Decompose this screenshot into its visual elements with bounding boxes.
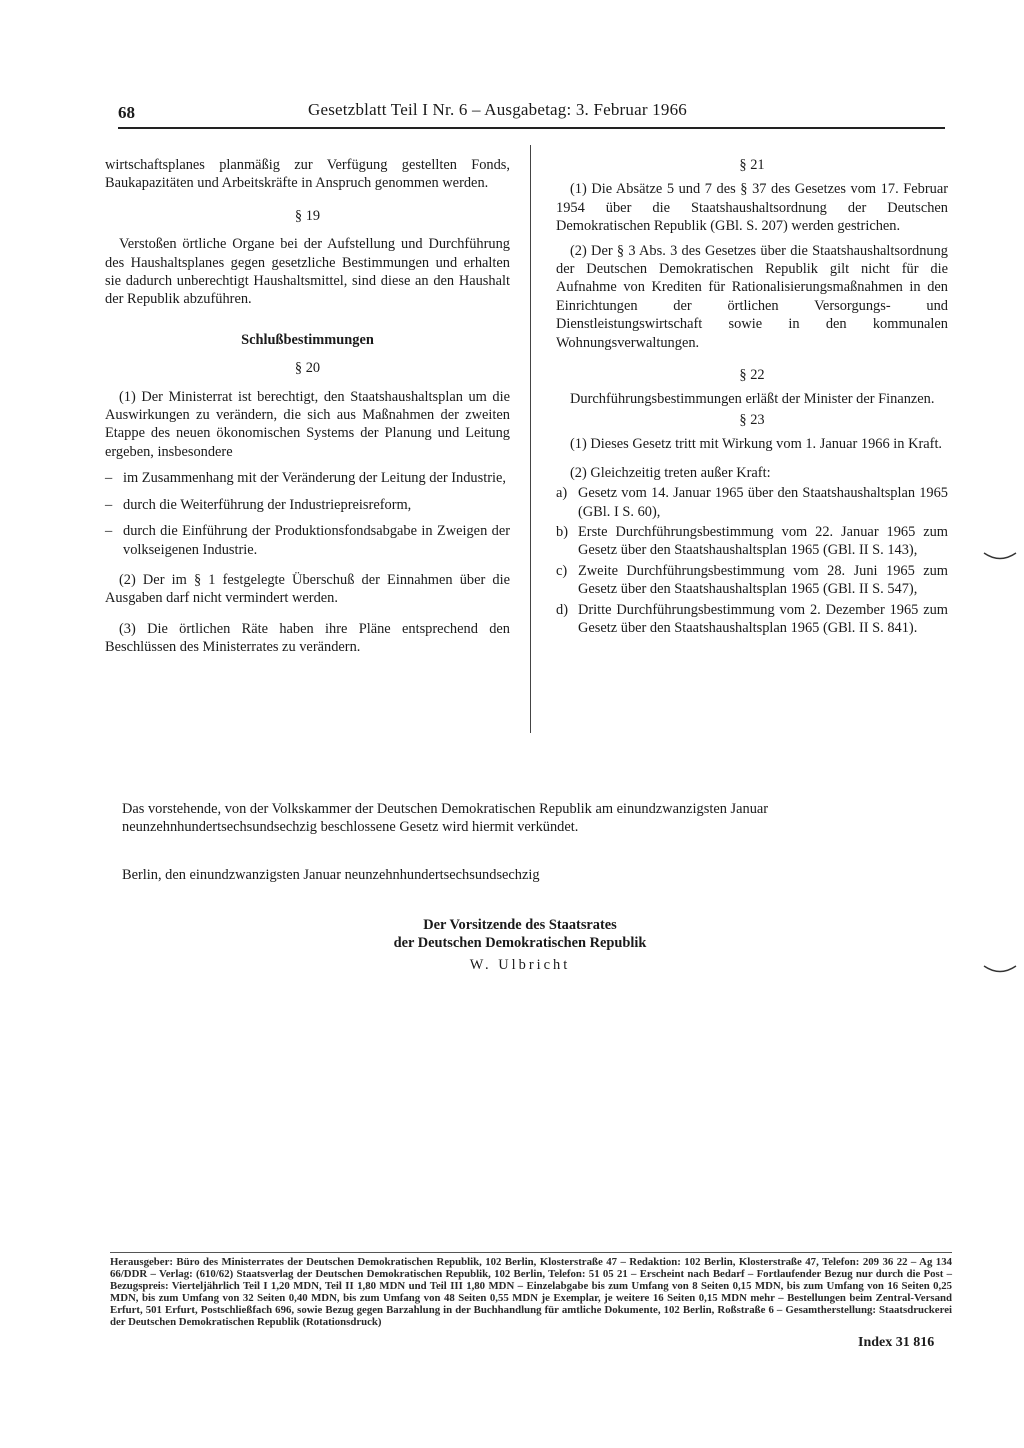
page-number: 68 [118,103,135,122]
list-item: – im Zusammenhang mit der Veränderung der Leitung der Industrie, [105,470,506,487]
list-item-text: Gesetz vom 14. Januar 1965 über den Staatshaushaltsplan 1965 (GBl. I S. 60), [578,485,948,520]
right-column [556,156,948,637]
signatory-name: W. Ulbricht [469,957,571,973]
section-20-title: § 20 [294,360,321,377]
list-item [556,601,948,638]
section-23-title: § 23 [739,411,765,428]
continuation-paragraph: wirtschaftsplanes planmäßig zur Verfügung gestellten Fonds, Baukapazitäten und Arbeitskräfte in Anspruch genommen werden. [105,157,510,192]
scan-margin-mark [982,550,1018,564]
section-21-paragraph-1: (1) Die Absätze 5 und 7 des § 37 des Gesetzes vom 17. Februar 1954 über die Staatshaushaltsordnung der Deutschen Demokratischen Republik (GBl. S. 207) werden gestrichen. [556,181,948,235]
page-header [118,100,948,130]
list-item [556,484,948,521]
list-item-text: im Zusammenhang mit der Veränderung der Leitung der Industrie, [123,470,506,487]
list-item: – durch die Einführung der Produktionsfondsabgabe in Zweigen der volkseigenen Industrie. [105,523,510,558]
section-19-text: Verstoßen örtliche Organe bei der Aufstellung und Durchführung des Haushaltsplanes gegen gesetzliche Bestimmungen und erhalten sie dadurch unberechtigt Haushaltsmittel, sind diese an den Haushalt der Republik abzuführen. [105,236,510,308]
scan-margin-mark [982,963,1018,977]
list-item-text: Zweite Durchführungsbestimmung vom 28. Juni 1965 zum Gesetz über den Staatshaushaltsplan 1965 (GBl. II S. 547), [578,562,948,598]
list-item-mark: b) [556,523,568,540]
section-19-title: § 19 [294,207,321,224]
section-23-paragraph-1: (1) Dieses Gesetz tritt mit Wirkung vom 1. Januar 1966 in Kraft. [570,436,943,453]
list-item [556,523,948,560]
section-20-list [105,469,510,559]
list-item-mark: c) [556,562,568,579]
signature-title-line-2: der Deutschen Demokratischen Republik [393,935,647,951]
running-title: Gesetzblatt Teil I Nr. 6 – Ausgabetag: 3. Februar 1966 [308,100,687,119]
list-item-text: Erste Durchführungsbestimmung vom 22. Januar 1965 zum Gesetz über den Staatshaushaltsplan 1965 (GBl. II S. 143), [578,523,948,559]
section-23-list [556,484,948,637]
schluss-heading: Schlußbestimmungen [241,331,374,348]
list-item: – durch die Weiterführung der Industriepreisreform, [105,496,412,513]
section-21-title: § 21 [739,157,765,173]
list-item [556,562,948,599]
place-date-block [122,866,952,884]
column-divider [530,145,531,733]
footer-rule [110,1252,952,1253]
list-item-text: durch die Weiterführung der Industriepreisreform, [123,496,412,513]
list-item-mark: d) [556,601,568,618]
signature-title-line-1: Der Vorsitzende des Staatsrates [423,917,617,933]
section-20-paragraph-3: (3) Die örtlichen Räte haben ihre Pläne entsprechend den Beschlüssen des Ministerrates zu verändern. [105,620,510,656]
header-rule [118,127,945,129]
promulgation-block [122,800,952,837]
index-number: Index 31 816 [858,1335,935,1350]
list-item-text: Dritte Durchführungsbestimmung vom 2. Dezember 1965 zum Gesetz über den Staatshaushaltsplan 1965 (GBl. II S. 841). [578,601,948,636]
list-item-mark: a) [556,485,568,502]
promulgation-text: Das vorstehende, von der Volkskammer der Deutschen Demokratischen Republik am einundzwanzigsten Januar neunzehnhundertsechsundsechzig beschlossene Gesetz wird hiermit verkündet. [122,801,769,836]
place-date: Berlin, den einundzwanzigsten Januar neunzehnhundertsechsundsechzig [122,867,540,883]
list-item-text: durch die Einführung der Produktionsfondsabgabe in Zweigen der volkseigenen Industrie. [123,523,510,558]
section-23-paragraph-2: (2) Gleichzeitig treten außer Kraft: [570,464,771,481]
section-20-paragraph-2: (2) Der im § 1 festgelegte Überschuß der Einnahmen über die Ausgaben darf nicht vermindert werden. [105,571,510,607]
section-22-text: Durchführungsbestimmungen erläßt der Minister der Finanzen. [570,391,935,408]
section-21-paragraph-2: (2) Der § 3 Abs. 3 des Gesetzes über die Staatshaushaltsordnung der Deutschen Demokratischen Republik gilt nicht für die Aufnahme von Krediten für Rationalisierungsmaßnahmen in den Einrichtungen der örtlichen Versorgungs- und Dienstleistungswirtschaft sowie in den kommunalen Wohnungsverwaltungen. [556,242,948,351]
signature-block [300,916,740,974]
section-22-title: § 22 [739,367,765,384]
publisher-imprint: Herausgeber: Büro des Ministerrates der Deutschen Demokratischen Republik, 102 Berlin, Klosterstraße 47 – Redaktion: 102 Berlin, Klosterstraße 47, Telefon: 209 36 22 – Ag 134 66/DDR – Verlag: (610/62) Staatsverlag der Deutschen Demokratischen Republik, 102 Berlin, Telefon: 51 05 21 – Erscheint nach Bedarf – Fortlaufender Bezug nur durch die Post – Bezugspreis: Vierteljährlich Teil I 1,20 MDN, Teil II 1,80 MDN und Teil III 1,80 MDN – Einzelabgabe bis zum Umfang von 8 Seiten 0,15 MDN, bis zum Umfang von 16 Seiten 0,25 MDN, bis zum Umfang von 32 Seiten 0,40 MDN, bis zum Umfang von 48 Seiten 0,55 MDN je Exemplar, je weitere 16 Seiten 0,15 MDN mehr – Bestellungen beim Zentral-Versand Erfurt, 501 Erfurt, Postschließfach 696, sowie Bezug gegen Barzahlung in der Buchhandlung für amtliche Dokumente, 102 Berlin, Roßstraße 6 – Gesamtherstellung: Staatsdruckerei der Deutschen Demokratischen Republik (Rotationsdruck) [110,1256,952,1328]
section-20-paragraph-1: (1) Der Ministerrat ist berechtigt, den Staatshaushaltsplan um die Auswirkungen zu verändern, die sich aus Maßnahmen der zweiten Etappe des neuen ökonomischen Systems der Planung und Leitung ergeben, insbesondere [105,388,510,460]
left-column [105,156,510,657]
